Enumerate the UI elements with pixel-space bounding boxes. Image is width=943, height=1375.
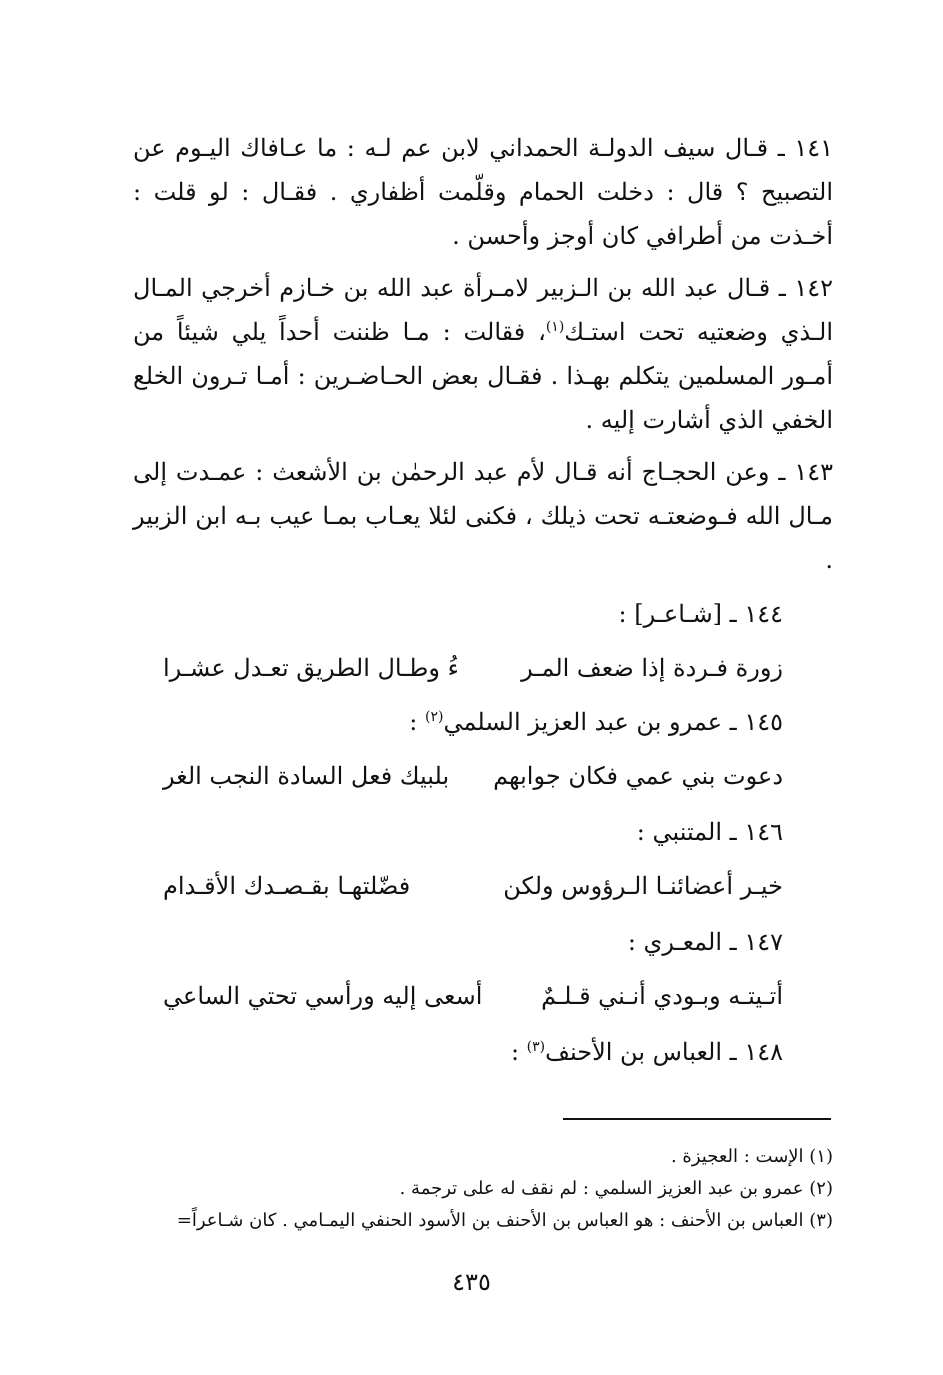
entry-148-heading <box>143 1030 783 1074</box>
footnote-3: (٣) العباس بن الأحنف : هو العباس بن الأحنف بن الأسود الحنفي اليمـامي . كان شـاعراً= <box>176 1210 833 1231</box>
footnote-2: (٢) عمرو بن عبد العزيز السلمي : لم نقف له على ترجمة . <box>399 1178 833 1199</box>
footnote-ref-2: (٢) <box>424 709 444 725</box>
entry-145-colon: : <box>409 708 425 736</box>
verse-145-second-hemistich: بلبيك فعل السادة النجب الغر <box>163 762 450 790</box>
paragraph-142-text: ١٤٢ ـ قـال عبد الله بن الـزبير لامـرأة عبد الله بن خـازم أخرجي المـال الـذي وضعتيه تحت استـك$^{(١)}$، فقالت : مـا ظننت أحداً يلي شيئاً من أمـور المسلمين يتكلم بهـذا . فقـال بعض الحـاضـرين : أمـا تـرون الخلع الخفي الذي أشارت إليه . <box>133 274 834 434</box>
entry-145-title: ١٤٥ ـ عمرو بن عبد العزيز السلمي <box>443 708 783 736</box>
footnote-ref-1: (١) <box>545 319 565 335</box>
entry-148-title: ١٤٨ ـ العباس بن الأحنف <box>545 1038 783 1066</box>
verse-146-first-hemistich: خيـر أعضائنـا الـرؤوس ولكن <box>503 872 783 900</box>
paragraph-142 <box>133 266 833 442</box>
entry-147-heading: ١٤٧ ـ المعـري : <box>627 928 783 956</box>
verse-147-second-hemistich: أسعى إليه ورأسي تحتي الساعي <box>163 982 483 1010</box>
verse-144-second-hemistich: ءُ وطـال الطريق تعـدل عشـرا <box>163 654 459 682</box>
verse-147 <box>163 974 783 1018</box>
verse-147-first-hemistich: أتـيتـه وبـودي أنـني قـلـمٌ <box>541 982 783 1010</box>
verse-146-second-hemistich: فضّلتهـا بقـصـدك الأقـدام <box>163 872 411 900</box>
verse-145-first-hemistich: دعوت بني عمي فكان جوابهم <box>493 762 783 790</box>
page-number: ٤٣٥ <box>452 1268 491 1296</box>
verse-144 <box>163 646 783 690</box>
entry-146-heading: ١٤٦ ـ المتنبي : <box>636 818 783 846</box>
paragraph-143: ١٤٣ ـ وعن الحجـاج أنه قـال لأم عبد الرحمٰن بن الأشعث : عمـدت إلى مـال الله فـوضعتـه تحت ذيلك ، فكنى لئلا يعـاب بمـا عيب بـه ابن الزبير . <box>133 458 834 574</box>
entry-148-colon: : <box>510 1038 527 1066</box>
footnote-1: (١) الإست : العجيزة . <box>670 1146 833 1167</box>
verse-145 <box>163 754 783 798</box>
verse-146 <box>163 864 783 908</box>
verse-144-first-hemistich: زورة فـردة إذا ضعف المـر <box>521 654 783 682</box>
footnote-ref-3: (٣) <box>526 1039 546 1055</box>
entry-144-heading: ١٤٤ ـ [شـاعـر] : <box>618 600 783 628</box>
paragraph-141: ١٤١ ـ قـال سيف الدولـة الحمداني لابن عم لـه : ما عـافاك اليـوم عن التصبيح ؟ قال : دخلت الحمام وقلّمت أظفاري . فقـال : لو قلت : أخـذت من أطرافي كان أوجز وأحسن . <box>133 134 833 250</box>
footnote-separator <box>563 1118 831 1120</box>
entry-145-heading <box>143 700 783 744</box>
